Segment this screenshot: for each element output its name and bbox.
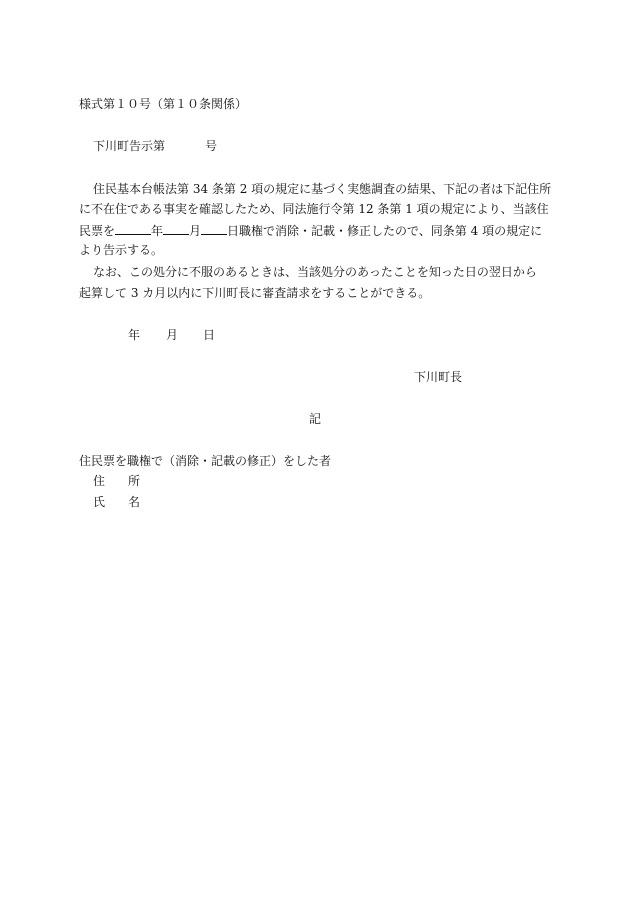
ki-heading: 記: [309, 412, 322, 426]
body-line-3-month: 月: [189, 224, 202, 238]
body-line-5: なお、この処分に不服のあるときは、当該処分のあったことを知った日の翌日から: [93, 265, 537, 279]
record-subject: 住民票を職権で（消除・記載の修正）をした者: [79, 454, 332, 468]
body-line-3: [79, 221, 542, 239]
signatory: 下川町長: [414, 370, 463, 384]
notice-number-label: 下川町告示第: [93, 139, 166, 153]
body-line-1: 住民基本台帳法第 34 条第 2 項の規定に基づく実態調査の結果、下記の者は下記住所: [93, 182, 552, 196]
body-line-6: 起算して 3 カ月以内に下川町長に審査請求をすることができる。: [79, 286, 431, 300]
name-label-1: 氏: [93, 495, 106, 509]
date-day-label: 日: [203, 328, 216, 342]
date-year-label: 年: [128, 328, 141, 342]
address-label-2: 所: [128, 474, 141, 488]
blank-year: [115, 221, 151, 235]
body-line-3-prefix: 民票を: [79, 224, 116, 238]
body-line-2: に不在住である事実を確認したため、同法施行令第 12 条第 1 項の規定により、当該住: [79, 202, 549, 216]
name-label-2: 名: [128, 495, 141, 509]
form-number: 様式第１０号（第１０条関係）: [79, 97, 248, 111]
body-line-3-year: 年: [151, 224, 164, 238]
notice-number-suffix: 号: [205, 139, 218, 153]
body-line-3-suffix: 日職権で消除・記載・修正したので、同条第 4 項の規定に: [227, 224, 543, 238]
body-line-4: より告示する。: [79, 243, 164, 257]
blank-month: [163, 221, 189, 235]
address-label-1: 住: [93, 474, 106, 488]
blank-day: [201, 221, 227, 235]
date-month-label: 月: [166, 328, 179, 342]
